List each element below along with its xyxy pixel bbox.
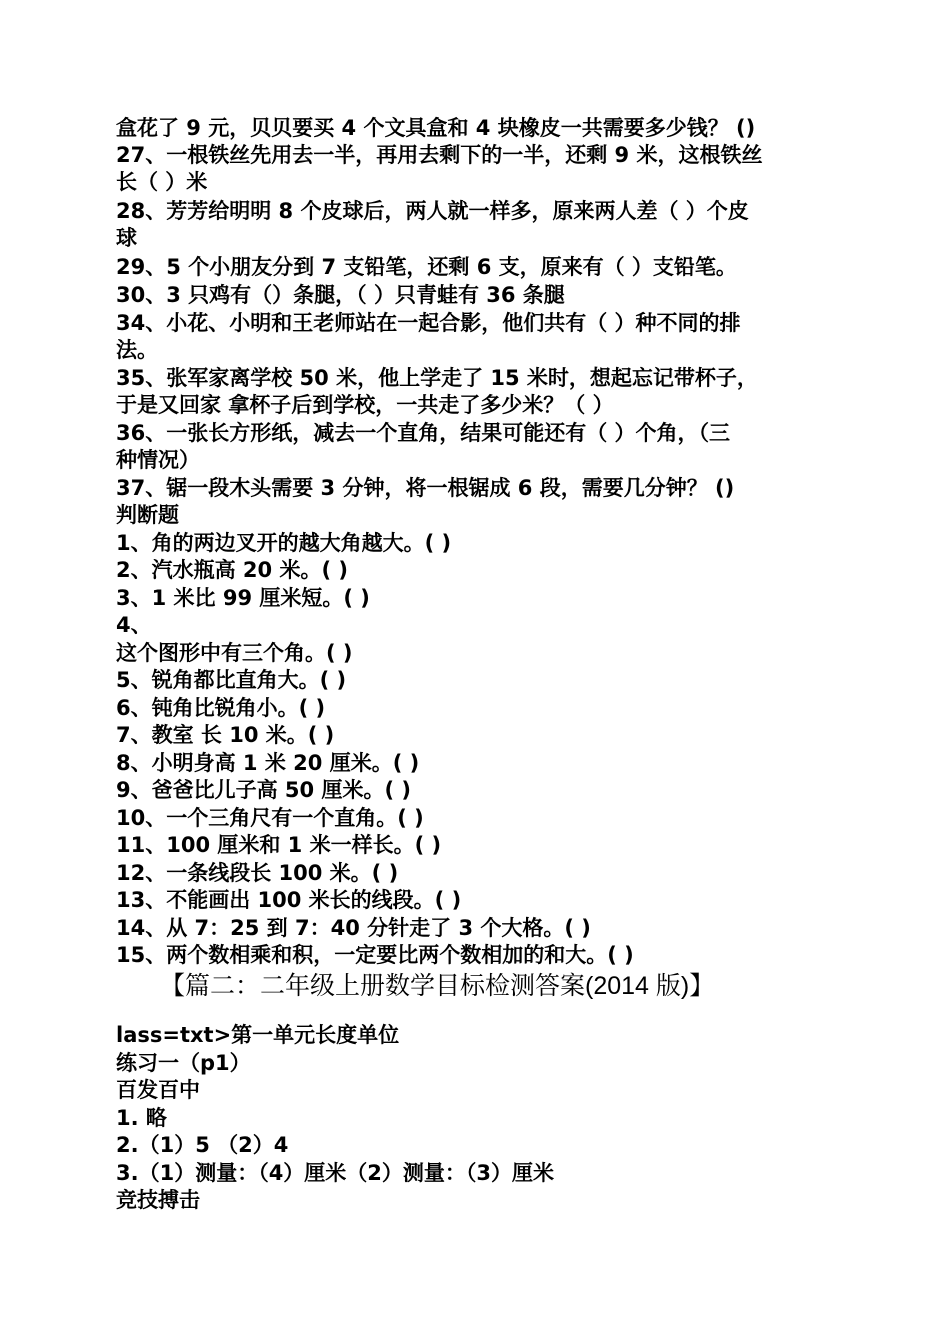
text-line: 13、不能画出 100 米长的线段。( ) [116,888,462,912]
text-line: 37、锯一段木头需要 3 分钟，将一根锯成 6 段，需要几分钟？ () [116,476,735,500]
text-line: 29、5 个小朋友分到 7 支铅笔，还剩 6 支，原来有（ ）支铅笔。 [116,255,737,279]
text-line: 8、小明身高 1 米 20 厘米。( ) [116,751,420,775]
text-line: 27、一根铁丝先用去一半，再用去剩下的一半，还剩 9 米，这根铁丝 [116,143,763,167]
text-line: 7、教室 长 10 米。( ) [116,723,335,747]
answer-line: 3.（1）测量：（4）厘米（2）测量：（3）厘米 [116,1161,555,1185]
text-line: 球 [116,226,137,250]
text-line: 这个图形中有三个角。( ) [116,641,353,665]
answer-line: 2.（1）5 （2）4 [116,1133,289,1157]
text-line: 9、爸爸比儿子高 50 厘米。( ) [116,778,411,802]
answer-line: lass=txt>第一单元长度单位 [116,1023,400,1047]
text-line: 4、 [116,613,152,637]
text-line: 3、1 米比 99 厘米短。( ) [116,586,370,610]
answer-line: 1. 略 [116,1106,167,1130]
text-line: 35、张军家离学校 50 米，他上学走了 15 米时，想起忘记带杯子， [116,366,758,390]
text-line: 30、3 只鸡有（）条腿，（ ）只青蛙有 36 条腿 [116,283,565,307]
section-title: 【篇二：二年级上册数学目标检测答案(2014 版)】 [160,972,715,1000]
text-line: 法。 [116,338,158,362]
text-line: 于是又回家 拿杯子后到学校，一共走了多少米？（ ） [116,393,614,417]
text-line: 盒花了 9 元，贝贝要买 4 个文具盒和 4 块橡皮一共需要多少钱？ () [116,116,756,140]
answer-line: 竞技搏击 [116,1188,200,1212]
text-line: 12、一条线段长 100 米。( ) [116,861,399,885]
text-line: 11、100 厘米和 1 米一样长。( ) [116,833,442,857]
text-line: 长（ ）米 [116,170,208,194]
text-line: 34、小花、小明和王老师站在一起合影，他们共有（ ）种不同的排 [116,311,741,335]
text-line: 5、锐角都比直角大。( ) [116,668,347,692]
text-line: 2、汽水瓶高 20 米。( ) [116,558,348,582]
text-line: 6、钝角比锐角小。( ) [116,696,326,720]
text-line: 种情况） [116,448,200,472]
text-line: 10、一个三角尺有一个直角。( ) [116,806,424,830]
section-heading: 判断题 [116,503,179,527]
text-line: 28、芳芳给明明 8 个皮球后，两人就一样多，原来两人差（ ）个皮 [116,199,749,223]
text-line: 15、两个数相乘和积，一定要比两个数相加的和大。( ) [116,943,634,967]
answer-line: 百发百中 [116,1078,200,1102]
text-line: 36、一张长方形纸，减去一个直角，结果可能还有（ ）个角，（三 [116,421,731,445]
text-line: 1、角的两边叉开的越大角越大。( ) [116,531,452,555]
answer-line: 练习一（p1） [116,1051,251,1075]
text-line: 14、从 7：25 到 7：40 分针走了 3 个大格。( ) [116,916,591,940]
